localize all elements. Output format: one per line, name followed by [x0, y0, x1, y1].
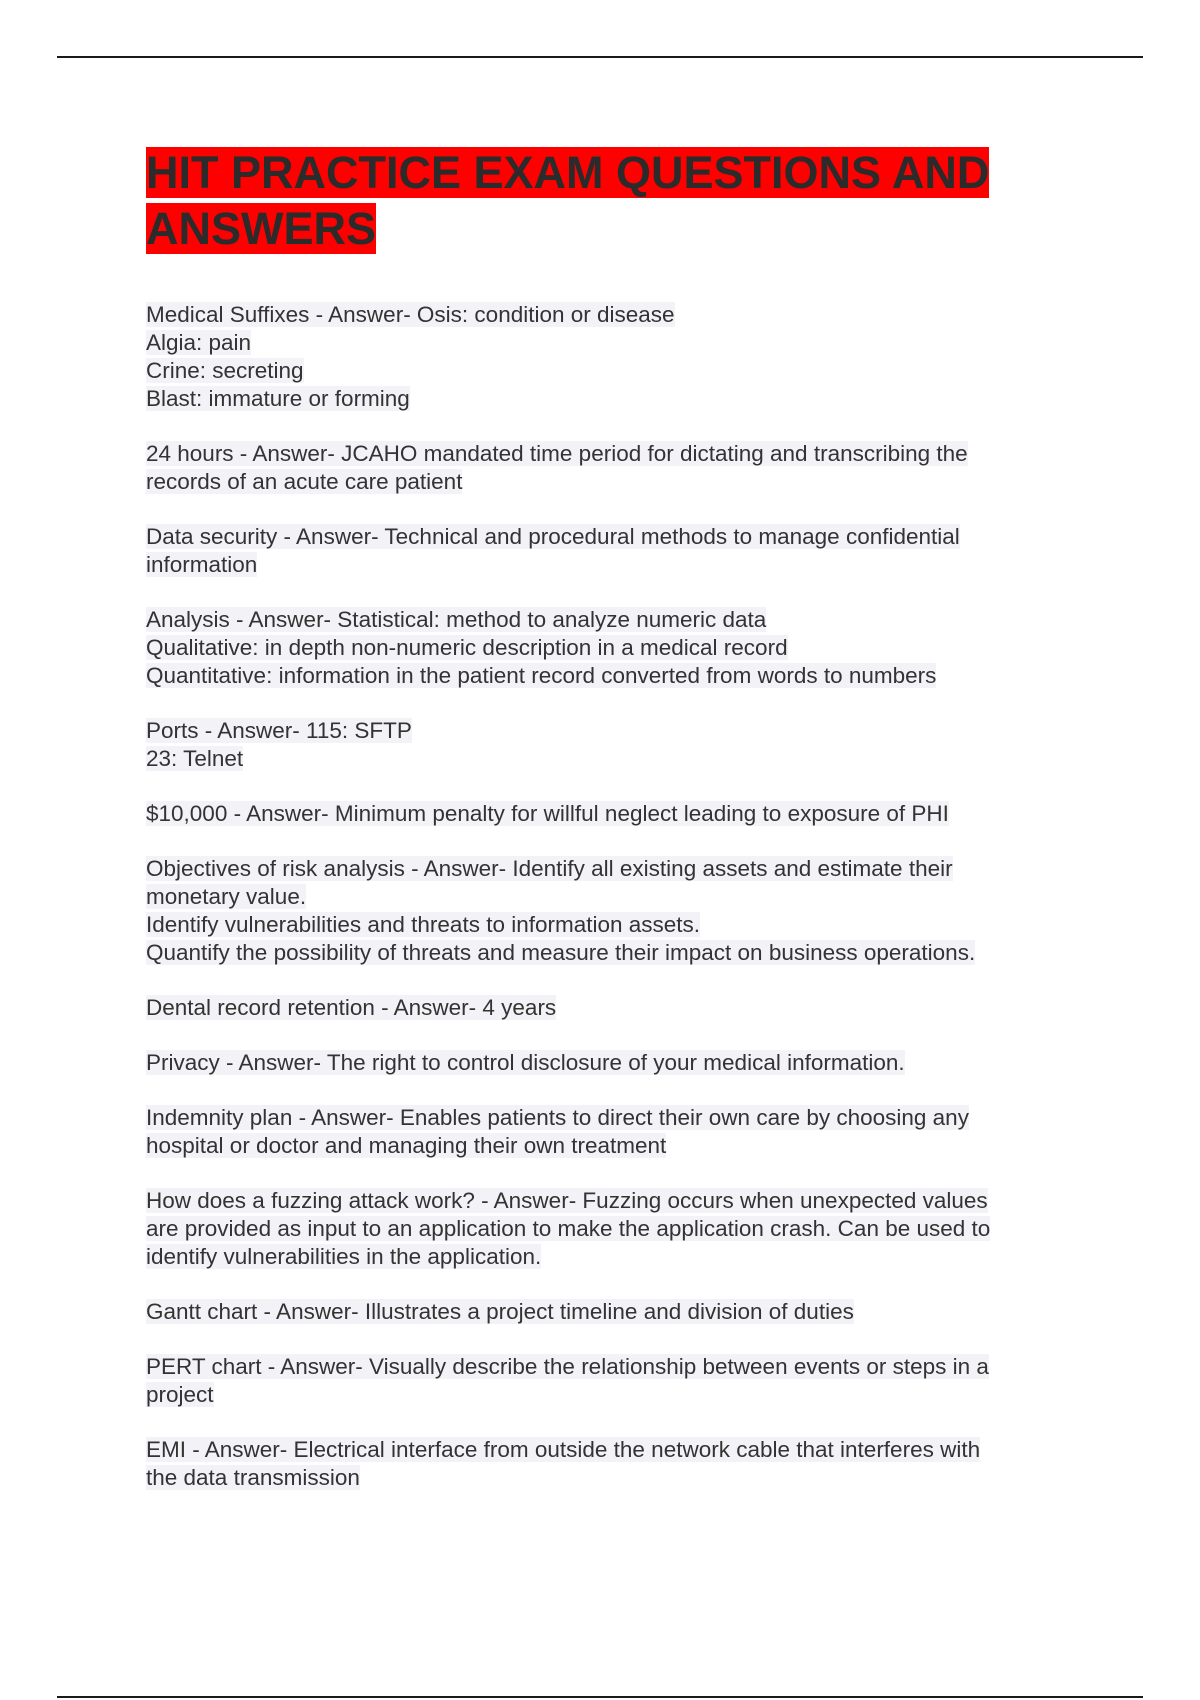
qa-line [146, 1049, 1066, 1077]
qa-item [146, 1187, 1066, 1271]
qa-line-text: Crine: secreting [146, 358, 304, 383]
qa-line-text: hospital or doctor and managing their own treatment [146, 1133, 667, 1158]
qa-line [146, 385, 1066, 413]
qa-line-text: 23: Telnet [146, 746, 244, 771]
qa-item [146, 606, 1066, 690]
qa-line-text: Privacy - Answer- The right to control disclosure of your medical information. [146, 1050, 905, 1075]
qa-line-text: EMI - Answer- Electrical interface from outside the network cable that interferes with [146, 1437, 981, 1462]
qa-line-text: Quantify the possibility of threats and measure their impact on business operations. [146, 940, 976, 965]
qa-line [146, 1464, 1066, 1492]
qa-line-text: Analysis - Answer- Statistical: method to analyze numeric data [146, 607, 767, 632]
qa-item [146, 855, 1066, 967]
qa-line [146, 1104, 1066, 1132]
qa-line [146, 606, 1066, 634]
qa-item [146, 1298, 1066, 1326]
qa-line [146, 468, 1066, 496]
qa-line [146, 1298, 1066, 1326]
qa-item [146, 301, 1066, 413]
qa-line-text: Dental record retention - Answer- 4 years [146, 995, 557, 1020]
qa-line [146, 745, 1066, 773]
qa-line-text: project [146, 1382, 214, 1407]
qa-line [146, 662, 1066, 690]
qa-line-text: the data transmission [146, 1465, 360, 1490]
qa-line [146, 523, 1066, 551]
qa-line-text: Ports - Answer- 115: SFTP [146, 718, 412, 743]
document-title [146, 145, 1066, 257]
qa-line [146, 329, 1066, 357]
qa-line [146, 1243, 1066, 1271]
qa-line [146, 911, 1066, 939]
qa-line [146, 634, 1066, 662]
qa-item [146, 717, 1066, 773]
qa-line-text: Identify vulnerabilities and threats to information assets. [146, 912, 701, 937]
document-body [146, 145, 1066, 1519]
qa-line [146, 357, 1066, 385]
document-title-text: HIT PRACTICE EXAM QUESTIONS AND ANSWERS [146, 147, 990, 254]
qa-line [146, 1381, 1066, 1409]
qa-line-text: Medical Suffixes - Answer- Osis: condition or disease [146, 302, 675, 327]
qa-line [146, 440, 1066, 468]
qa-line [146, 1353, 1066, 1381]
qa-line-text: Blast: immature or forming [146, 386, 410, 411]
qa-line-text: 24 hours - Answer- JCAHO mandated time period for dictating and transcribing the [146, 441, 968, 466]
qa-line-text: monetary value. [146, 884, 307, 909]
qa-line [146, 551, 1066, 579]
qa-item [146, 1049, 1066, 1077]
qa-line-text: How does a fuzzing attack work? - Answer- Fuzzing occurs when unexpected values [146, 1188, 988, 1213]
qa-line-text: Data security - Answer- Technical and procedural methods to manage confidential [146, 524, 960, 549]
qa-line-text: Gantt chart - Answer- Illustrates a project timeline and division of duties [146, 1299, 854, 1324]
qa-line [146, 1187, 1066, 1215]
qa-line-text: information [146, 552, 258, 577]
qa-line [146, 883, 1066, 911]
qa-line [146, 939, 1066, 967]
qa-item [146, 800, 1066, 828]
bottom-rule [57, 1696, 1143, 1698]
qa-line [146, 994, 1066, 1022]
qa-line [146, 301, 1066, 329]
qa-list [146, 301, 1066, 1492]
qa-line-text: Objectives of risk analysis - Answer- Identify all existing assets and estimate their [146, 856, 953, 881]
qa-item [146, 1104, 1066, 1160]
qa-line [146, 1132, 1066, 1160]
qa-item [146, 440, 1066, 496]
qa-line [146, 717, 1066, 745]
qa-line-text: $10,000 - Answer- Minimum penalty for willful neglect leading to exposure of PHI [146, 801, 949, 826]
qa-line-text: identify vulnerabilities in the application. [146, 1244, 542, 1269]
qa-item [146, 1353, 1066, 1409]
qa-line [146, 800, 1066, 828]
qa-line-text: Algia: pain [146, 330, 252, 355]
qa-line-text: Indemnity plan - Answer- Enables patients to direct their own care by choosing any [146, 1105, 969, 1130]
qa-line [146, 1215, 1066, 1243]
qa-line-text: PERT chart - Answer- Visually describe the relationship between events or steps in a [146, 1354, 989, 1379]
qa-line [146, 855, 1066, 883]
qa-item [146, 1436, 1066, 1492]
top-rule [57, 56, 1143, 58]
qa-line-text: Quantitative: information in the patient record converted from words to numbers [146, 663, 937, 688]
qa-line-text: records of an acute care patient [146, 469, 463, 494]
qa-line-text: are provided as input to an application to make the application crash. Can be used to [146, 1216, 991, 1241]
qa-item [146, 523, 1066, 579]
qa-line-text: Qualitative: in depth non-numeric description in a medical record [146, 635, 788, 660]
qa-item [146, 994, 1066, 1022]
qa-line [146, 1436, 1066, 1464]
